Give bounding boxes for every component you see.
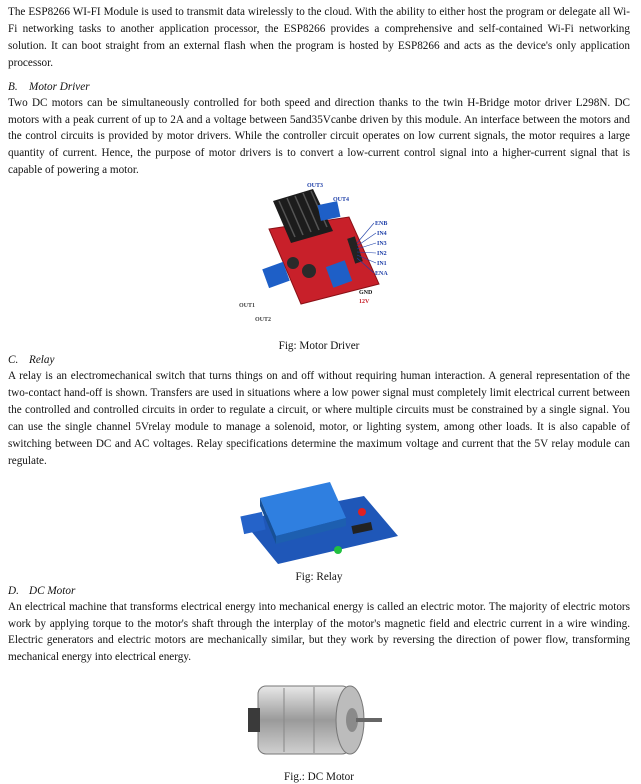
document-page (8, 4, 630, 784)
label-ena: ENA (375, 271, 388, 278)
label-in4: IN4 (377, 231, 387, 238)
label-in2: IN2 (377, 251, 387, 258)
capacitor (302, 264, 316, 278)
section-heading-relay (8, 353, 630, 368)
motor-driver-paragraph: Two DC motors can be simultaneously controlled for both speed and direction thanks to the twin H-Bridge motor driver L298N. DC motors with a peak current of up to 2A and a voltage between 5and35Vcanbe driven by this module. An interface between the motors and the control circuits is provided by motor drivers. While the controller circuit operates on low current signals, the motor requires a large quantity of current. Hence, the purpose of motor drivers is to convert a low-current control signal into a higher-current signal that is capable of powering a motor. (8, 96, 630, 177)
intro-paragraph: The ESP8266 WI-FI Module is used to transmit data wirelessly to the cloud. With the ability to either host the program or delegate all Wi-Fi networking tasks to another application processor, the ESP8266 provides a comprehensive and self-contained Wi-Fi networking solution. It can boot straight from an external flash when the program is hosted by ESP8266 and acts as the device's only application processor. (8, 6, 630, 69)
section-title: Motor Driver (29, 80, 90, 93)
label-12v: 12V (359, 299, 370, 306)
motor-terminal (248, 708, 260, 732)
section-title: DC Motor (29, 584, 76, 597)
section-letter: B. (8, 80, 18, 93)
label-out3: OUT3 (307, 183, 324, 190)
dc-motor-figure (244, 672, 394, 770)
label-out2: OUT2 (255, 317, 272, 324)
section-letter: D. (8, 584, 19, 597)
relay-figure (234, 474, 404, 570)
label-in1: IN1 (377, 261, 387, 268)
motor-driver-caption: Fig: Motor Driver (278, 340, 360, 353)
label-gnd: GND (359, 290, 373, 297)
section-heading-motor-driver (8, 80, 630, 95)
section-title: Relay (29, 354, 55, 367)
relay-caption: Fig: Relay (295, 570, 343, 583)
section-heading-dc-motor (8, 584, 630, 599)
terminal-out34 (318, 201, 341, 221)
label-out1: OUT1 (239, 303, 256, 310)
led-green (334, 546, 342, 554)
motor-shaft (356, 718, 382, 722)
label-out4: OUT4 (333, 197, 350, 204)
label-in3: IN3 (377, 241, 387, 248)
relay-paragraph: A relay is an electromechanical switch that turns things on and off without requiring human interaction. A general representation of the two-contact hand-off is shown. Transfers are used in situations where a low power signal must completely limit electrical current between the controlled and controlled circuits in order to regulate a circuit, or where multiple circuits must be constrained by a single signal. You can use the single channel 5Vrelay module to manage a solenoid, motor, or lighting system, among other loads. It is also capable of switching between DC and AC voltages. Relay specifications determine the maximum voltage and current that the 5V relay module can regulate. (8, 370, 630, 467)
motor-driver-figure (229, 179, 409, 339)
led-red (358, 508, 366, 516)
section-letter: C. (8, 354, 19, 367)
capacitor (287, 257, 299, 269)
label-enb: ENB (375, 221, 388, 228)
dc-motor-paragraph: An electrical machine that transforms electrical energy into mechanical energy is called an electric motor. The majority of electric motors work by applying torque to the motor's shaft through the interplay of the motor's magnetic field and electric current in a wire winding. Electric generators and electric motors are mechanically similar, but they work by reversing the direction of power flow, transforming mechanical energy into electrical energy. (8, 600, 630, 664)
label-5v: 5V (359, 281, 367, 288)
dc-motor-caption: Fig.: DC Motor (284, 771, 354, 784)
